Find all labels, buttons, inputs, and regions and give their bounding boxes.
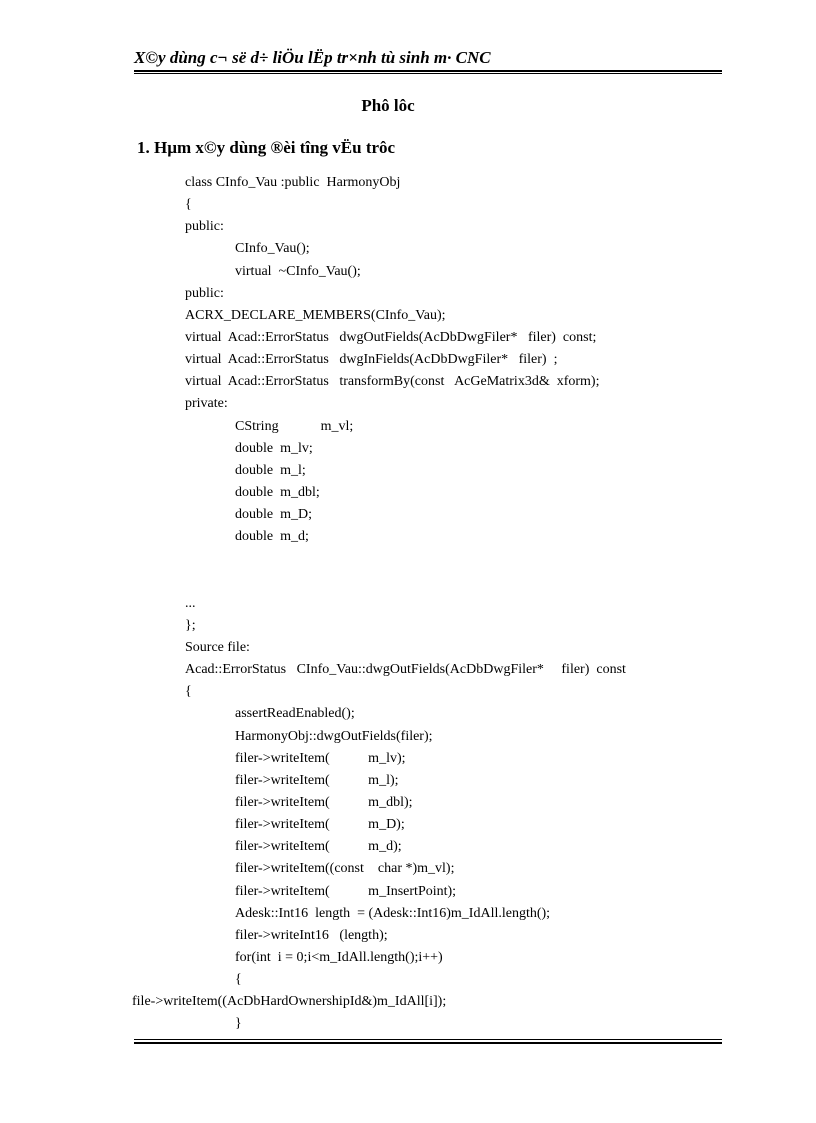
code-line: { — [235, 972, 242, 988]
code-line: double m_dbl; — [235, 484, 320, 500]
code-line: filer->writeInt16 (length); — [235, 927, 388, 943]
code-line: { — [185, 197, 192, 213]
code-line: double m_D; — [235, 507, 312, 523]
code-line: }; — [185, 617, 196, 633]
code-line: filer->writeItem( m_InsertPoint); — [235, 883, 457, 899]
code-line: Source file: — [185, 639, 250, 655]
code-line: class CInfo_Vau :public HarmonyObj — [185, 175, 401, 190]
code-line: virtual Acad::ErrorStatus dwgOutFields(AcDbDwgFiler* filer) const; — [185, 329, 597, 345]
code-line: filer->writeItem( m_lv); — [235, 750, 406, 766]
code-line: double m_l; — [235, 462, 306, 478]
code-line: filer->writeItem((const char *)m_vl); — [235, 861, 455, 877]
code-line: filer->writeItem( m_D); — [235, 817, 405, 833]
code-line: Adesk::Int16 length = (Adesk::Int16)m_IdAll.length(); — [235, 905, 551, 921]
code-line: filer->writeItem( m_l); — [235, 772, 399, 788]
section-title: 1. Hµm x©y dùng ®èi tîng vËu trôc — [137, 138, 396, 157]
code-line: for(int i = 0;i<m_IdAll.length();i++) — [235, 949, 443, 965]
code-line: file->writeItem((AcDbHardOwnershipId&)m_IdAll[i]); — [132, 994, 447, 1010]
code-line — [0, 571, 816, 593]
code-line: Acad::ErrorStatus CInfo_Vau::dwgOutFields(AcDbDwgFiler* filer) const — [185, 662, 626, 678]
code-line: CInfo_Vau(); — [235, 241, 310, 257]
code-line: virtual ~CInfo_Vau(); — [235, 263, 361, 279]
code-line: filer->writeItem( m_dbl); — [235, 794, 413, 810]
code-line: double m_lv; — [235, 440, 313, 456]
code-line: virtual Acad::ErrorStatus transformBy(const AcGeMatrix3d& xform); — [185, 374, 600, 390]
code-line: { — [185, 684, 192, 700]
appendix-title: Phô lôc — [361, 96, 415, 115]
code-line: filer->writeItem( m_d); — [235, 839, 402, 855]
code-line: HarmonyObj::dwgOutFields(filer); — [235, 728, 433, 744]
code-line: ACRX_DECLARE_MEMBERS(CInfo_Vau); — [185, 307, 446, 323]
code-line — [0, 548, 816, 570]
code-listing — [0, 172, 816, 1035]
code-line: public: — [185, 219, 224, 235]
code-line: private: — [185, 396, 228, 412]
code-line: double m_d; — [235, 529, 309, 545]
footer-rule — [134, 1039, 722, 1044]
code-line: } — [235, 1016, 242, 1032]
header-rule — [134, 70, 722, 74]
code-line: virtual Acad::ErrorStatus dwgInFields(AcDbDwgFiler* filer) ; — [185, 352, 558, 368]
running-header: X©y dùng c¬ së d÷ liÖu lËp tr×nh tù sinh m· CNC — [134, 48, 491, 67]
code-line: public: — [185, 285, 224, 301]
code-line: ... — [185, 595, 196, 611]
code-line: CString m_vl; — [235, 418, 354, 434]
code-line: assertReadEnabled(); — [235, 706, 355, 722]
